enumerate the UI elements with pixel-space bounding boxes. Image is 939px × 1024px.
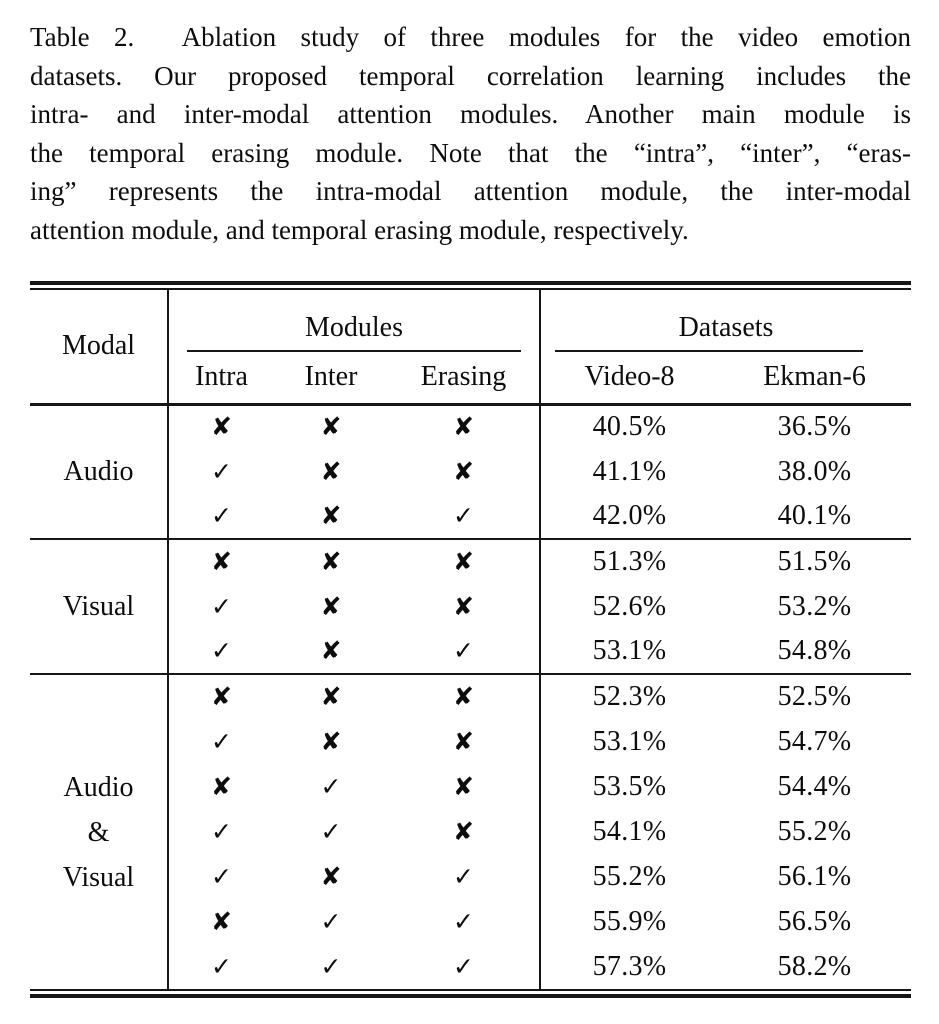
cross-mark-icon [274, 674, 388, 719]
check-glyph: ✓ [211, 501, 232, 530]
check-glyph: ✓ [453, 501, 474, 530]
check-mark-icon [388, 899, 540, 944]
check-mark-icon [168, 629, 274, 674]
cross-glyph: ✘ [211, 906, 232, 936]
accuracy-value: 55.2% [777, 815, 852, 847]
caption-line: intra- and inter-modal attention modules. Another main module is [30, 99, 911, 129]
caption-line: datasets. Our proposed temporal correlation learning includes the [30, 60, 911, 91]
cross-glyph: ✘ [320, 726, 342, 756]
cross-glyph: ✘ [320, 547, 342, 576]
ablation-table [30, 290, 911, 989]
check-mark-icon [168, 719, 274, 764]
cross-glyph: ✘ [320, 682, 342, 711]
accuracy-value: 38.0% [777, 455, 852, 487]
check-glyph: ✓ [320, 816, 342, 846]
caption-line: attention module, and temporal erasing module, respectively. [30, 214, 689, 245]
modal-label-line: Visual [62, 591, 135, 622]
table-header [30, 290, 911, 404]
modal-label-line: Audio [63, 456, 134, 488]
modal-label-line: & [87, 816, 110, 848]
cross-glyph: ✘ [320, 861, 342, 891]
modal-label-audio [30, 404, 168, 539]
check-glyph: ✓ [453, 636, 474, 665]
cross-mark-icon [274, 494, 388, 539]
check-mark-icon [168, 584, 274, 629]
check-glyph: ✓ [211, 726, 232, 756]
header-erasing: Erasing [388, 352, 540, 404]
check-mark-icon [388, 494, 540, 539]
cross-mark-icon [388, 809, 540, 854]
accuracy-value: 53.2% [777, 590, 852, 622]
table-row [30, 539, 911, 584]
check-glyph: ✓ [211, 861, 232, 891]
cross-glyph: ✘ [320, 456, 342, 486]
check-mark-icon [274, 899, 388, 944]
accuracy-value: 54.7% [777, 725, 852, 757]
cross-glyph: ✘ [453, 412, 474, 442]
cross-mark-icon [168, 404, 274, 449]
cross-glyph: ✘ [453, 771, 474, 801]
cross-mark-icon [274, 854, 388, 899]
cross-glyph: ✘ [453, 726, 474, 756]
check-glyph: ✓ [211, 591, 232, 621]
accuracy-value: 56.1% [777, 860, 852, 892]
accuracy-value: 55.2% [592, 860, 667, 892]
header-datasets-group [540, 290, 911, 352]
bottom-rule-thick [30, 994, 911, 998]
accuracy-value: 52.5% [777, 681, 852, 712]
accuracy-value: 54.8% [777, 635, 852, 666]
cross-mark-icon [388, 674, 540, 719]
cross-glyph: ✘ [320, 412, 342, 442]
caption-line: the temporal erasing module. Note that the “intra”, “inter”, “eras- [30, 137, 911, 168]
check-mark-icon [168, 494, 274, 539]
check-glyph: ✓ [320, 771, 342, 801]
cross-glyph: ✘ [211, 547, 232, 576]
cross-glyph: ✘ [453, 547, 474, 576]
cross-mark-icon [274, 539, 388, 584]
accuracy-value: 52.6% [592, 590, 667, 622]
cross-mark-icon [274, 449, 388, 494]
cross-mark-icon [274, 629, 388, 674]
caption-line: ing” represents the intra-modal attention module, the inter-modal [30, 176, 911, 206]
accuracy-value: 51.5% [777, 546, 852, 577]
section-visual [30, 539, 911, 674]
accuracy-value: 54.4% [777, 770, 852, 802]
check-glyph: ✓ [453, 951, 474, 981]
cross-mark-icon [168, 674, 274, 719]
accuracy-value: 54.1% [592, 815, 667, 847]
cross-glyph: ✘ [320, 501, 342, 530]
accuracy-value: 56.5% [777, 905, 852, 937]
accuracy-value: 40.1% [777, 500, 852, 531]
modal-label-visual [30, 539, 168, 674]
caption-line: Table 2. Ablation study of three modules for the video emotion [30, 22, 911, 52]
check-glyph: ✓ [211, 456, 232, 486]
check-mark-icon [168, 944, 274, 989]
modules-group-label: Modules [305, 312, 403, 343]
cross-glyph: ✘ [320, 591, 342, 621]
section-audio [30, 404, 911, 539]
header-video8: Video-8 [584, 361, 675, 393]
cross-glyph: ✘ [211, 412, 232, 442]
modal-label-audio-visual [30, 674, 168, 989]
table-row [30, 404, 911, 449]
check-glyph: ✓ [453, 861, 474, 891]
cross-glyph: ✘ [453, 682, 474, 711]
check-glyph: ✓ [211, 636, 232, 665]
cross-mark-icon [388, 449, 540, 494]
cross-mark-icon [168, 764, 274, 809]
check-mark-icon [168, 809, 274, 854]
check-mark-icon [274, 764, 388, 809]
modal-label-line: Visual [62, 861, 135, 893]
cross-mark-icon [388, 404, 540, 449]
cross-mark-icon [388, 764, 540, 809]
check-mark-icon [168, 449, 274, 494]
cross-glyph: ✘ [211, 771, 232, 801]
check-mark-icon [388, 944, 540, 989]
cross-glyph: ✘ [453, 456, 474, 486]
accuracy-value: 42.0% [592, 500, 667, 531]
check-glyph: ✓ [320, 951, 342, 981]
accuracy-value: 53.1% [592, 635, 667, 666]
accuracy-value: 58.2% [777, 950, 852, 982]
cross-mark-icon [168, 899, 274, 944]
cross-glyph: ✘ [453, 816, 474, 846]
accuracy-value: 41.1% [592, 455, 667, 487]
accuracy-value: 53.5% [592, 770, 667, 802]
accuracy-value: 57.3% [592, 950, 667, 982]
table-row [30, 674, 911, 719]
cross-mark-icon [388, 584, 540, 629]
header-modules-group [168, 290, 540, 352]
check-glyph: ✓ [320, 906, 342, 936]
cross-glyph: ✘ [453, 591, 474, 621]
accuracy-value: 53.1% [592, 725, 667, 757]
header-ekman6: Ekman-6 [763, 361, 866, 393]
check-mark-icon [388, 854, 540, 899]
section-audio-visual [30, 674, 911, 989]
accuracy-value: 55.9% [592, 905, 667, 937]
accuracy-value: 40.5% [592, 411, 667, 443]
table-caption [30, 18, 911, 249]
cross-mark-icon [388, 539, 540, 584]
header-modal: Modal [30, 290, 168, 404]
accuracy-value: 36.5% [777, 411, 852, 443]
cross-mark-icon [274, 404, 388, 449]
check-glyph: ✓ [211, 951, 232, 981]
cross-mark-icon [168, 539, 274, 584]
header-intra: Intra [195, 361, 248, 393]
datasets-group-label: Datasets [678, 312, 774, 343]
cross-glyph: ✘ [320, 636, 342, 665]
accuracy-value: 52.3% [592, 681, 667, 712]
cross-glyph: ✘ [211, 682, 232, 711]
header-inter: Inter [304, 361, 358, 393]
check-mark-icon [388, 629, 540, 674]
check-mark-icon [168, 854, 274, 899]
cross-mark-icon [388, 719, 540, 764]
cross-mark-icon [274, 719, 388, 764]
check-glyph: ✓ [211, 816, 232, 846]
check-mark-icon [274, 944, 388, 989]
modal-label-line: Audio [63, 771, 134, 803]
table-block [30, 281, 911, 998]
cross-mark-icon [274, 584, 388, 629]
accuracy-value: 51.3% [592, 546, 667, 577]
check-mark-icon [274, 809, 388, 854]
header-group-row [30, 290, 911, 352]
check-glyph: ✓ [453, 906, 474, 936]
